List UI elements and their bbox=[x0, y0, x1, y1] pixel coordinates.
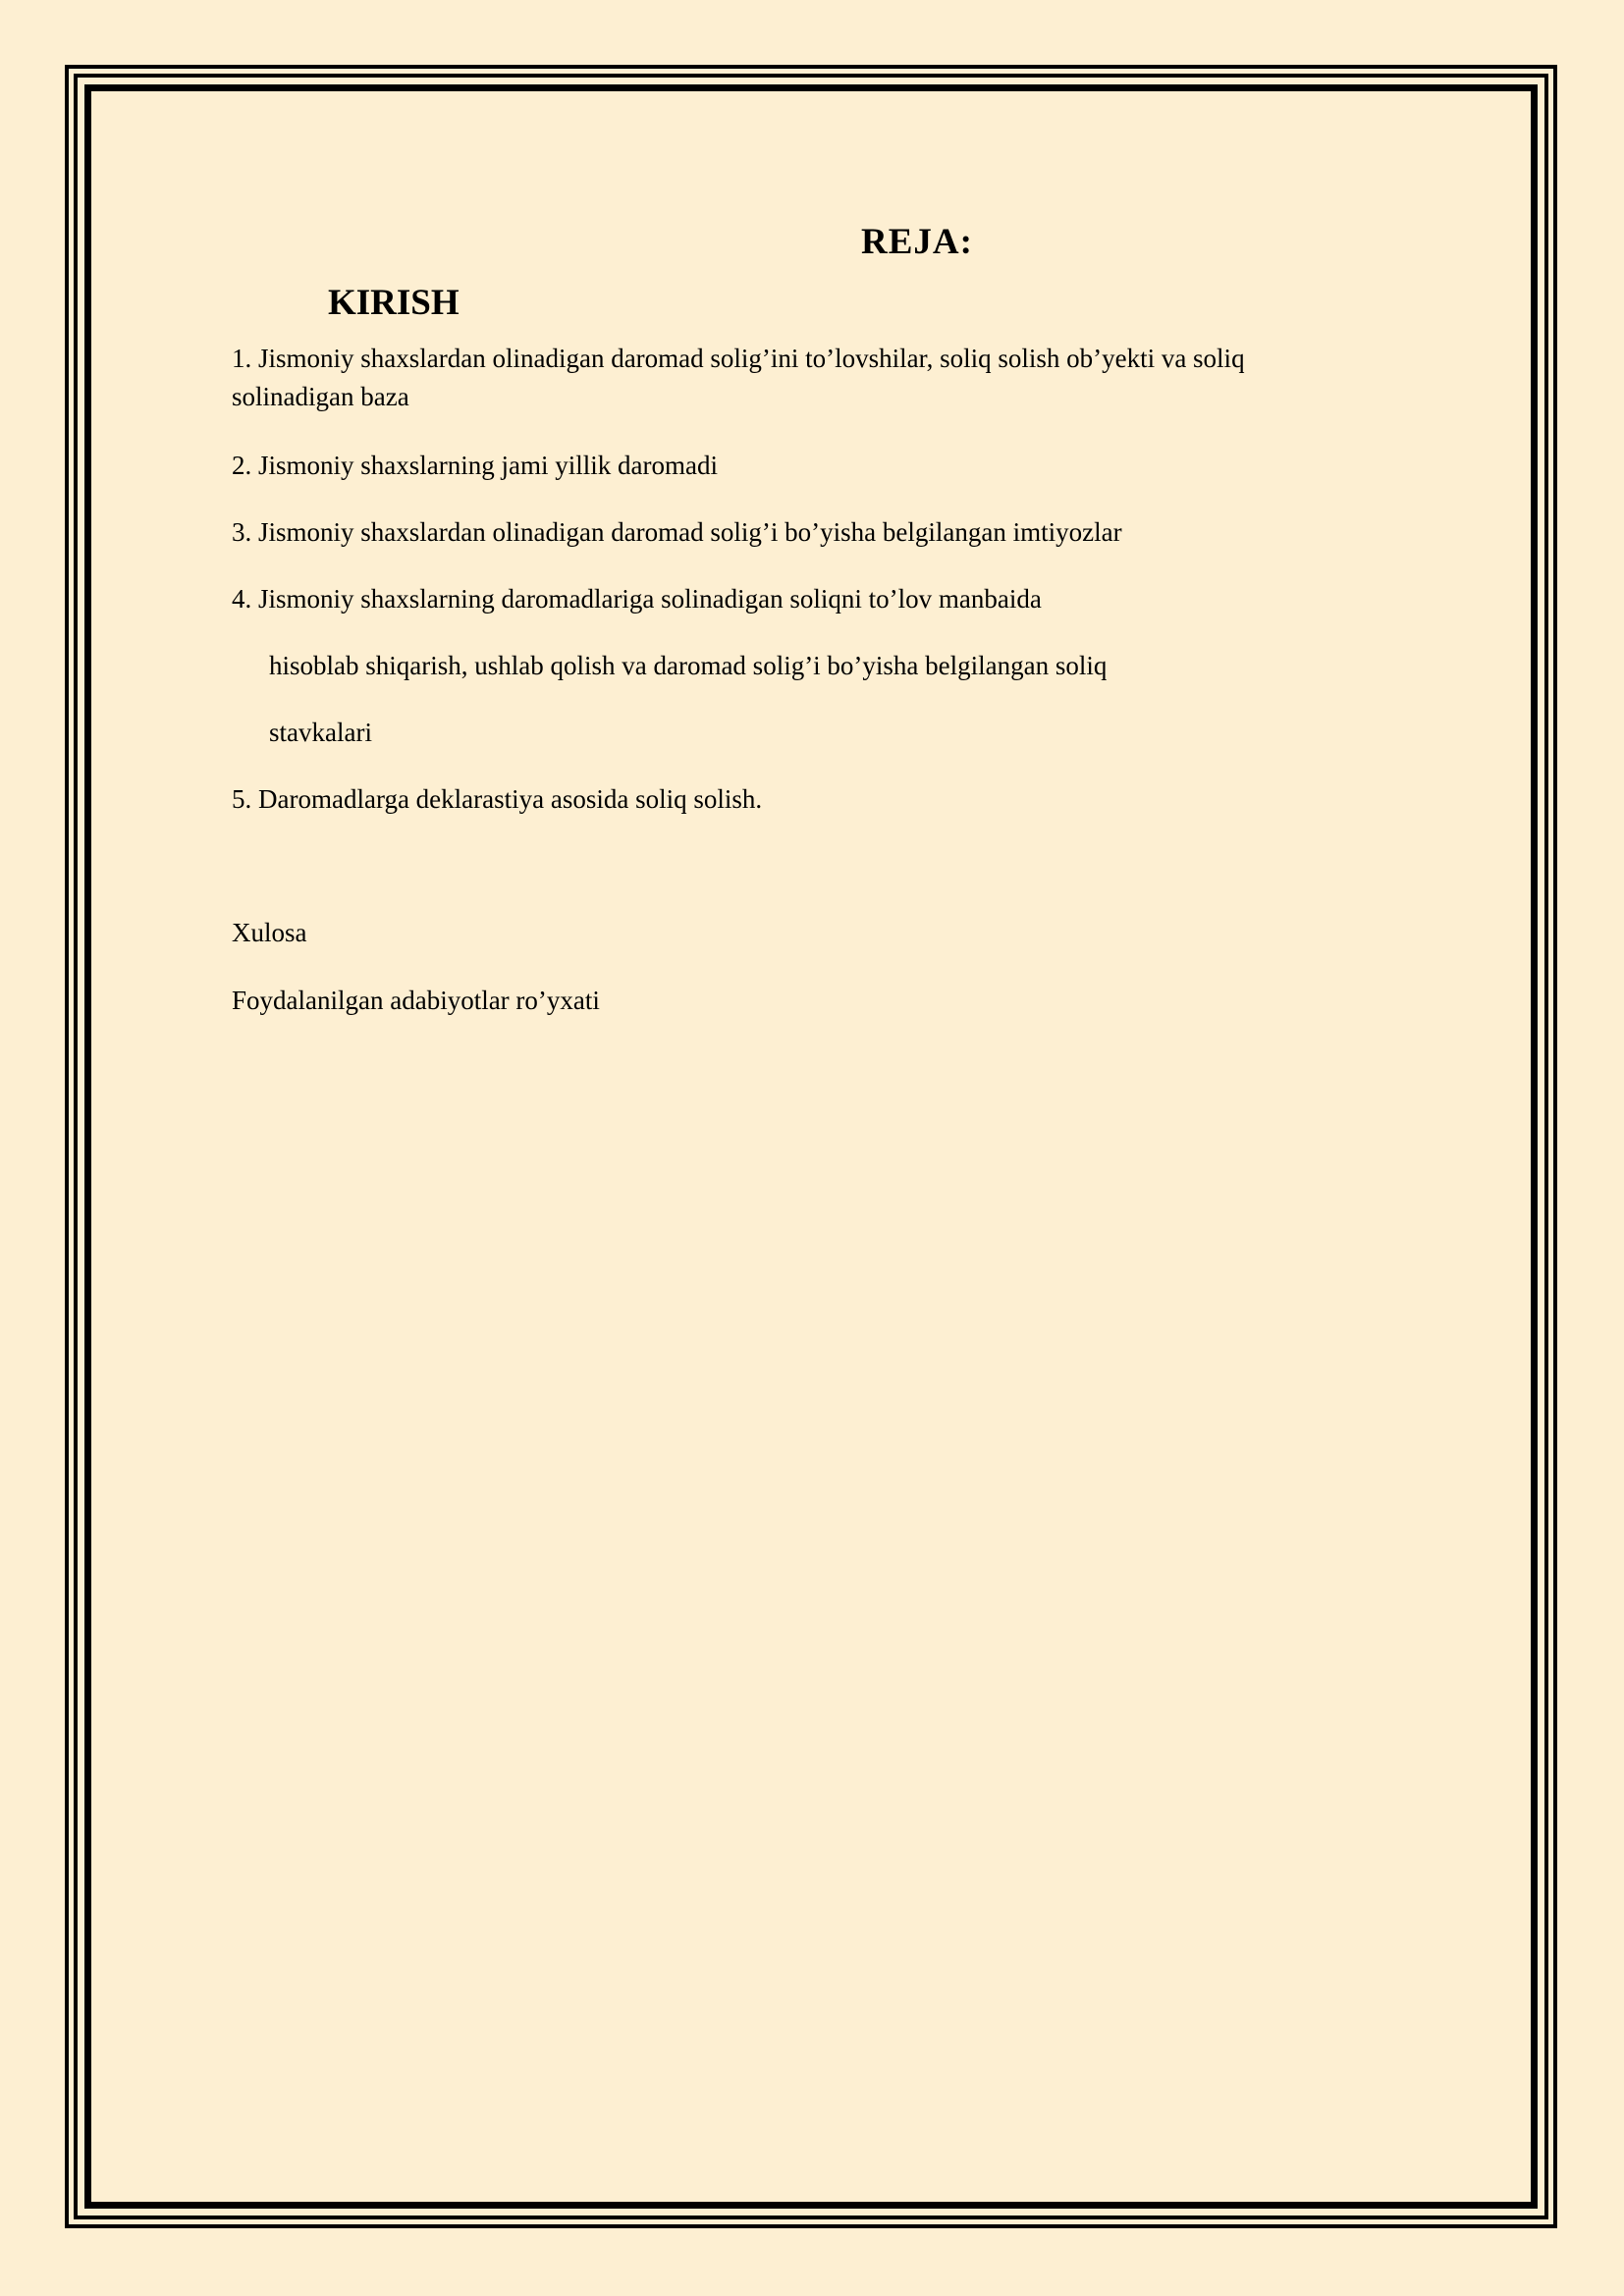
plan-item-4-line-3: stavkalari bbox=[269, 718, 372, 747]
plan-item-3: 3. Jismoniy shaxslardan olinadigan daromad solig’i bo’yisha belgilangan imtiyozlar bbox=[232, 517, 1122, 547]
plan-item-4-line-2: hisoblab shiqarish, ushlab qolish va daromad solig’i bo’yisha belgilangan soliq bbox=[269, 651, 1108, 680]
plan-item-1-line-2: solinadigan baza bbox=[232, 382, 409, 411]
section-heading-intro: KIRISH bbox=[328, 283, 460, 323]
plan-item-1-line-1: 1. Jismoniy shaxslardan olinadigan daromad solig’ini to’lovshilar, soliq solish ob’yekti va soliq bbox=[232, 344, 1245, 373]
conclusion-label: Xulosa bbox=[232, 918, 307, 947]
plan-item-5: 5. Daromadlarga deklarastiya asosida soliq solish. bbox=[232, 784, 763, 814]
plan-item-4-line-1: 4. Jismoniy shaxslarning daromadlariga solinadigan soliqni to’lov manbaida bbox=[232, 584, 1042, 614]
references-label: Foydalanilgan adabiyotlar ro’yxati bbox=[232, 986, 600, 1015]
page-title: REJA: bbox=[861, 222, 973, 262]
plan-item-2: 2. Jismoniy shaxslarning jami yillik daromadi bbox=[232, 451, 718, 480]
